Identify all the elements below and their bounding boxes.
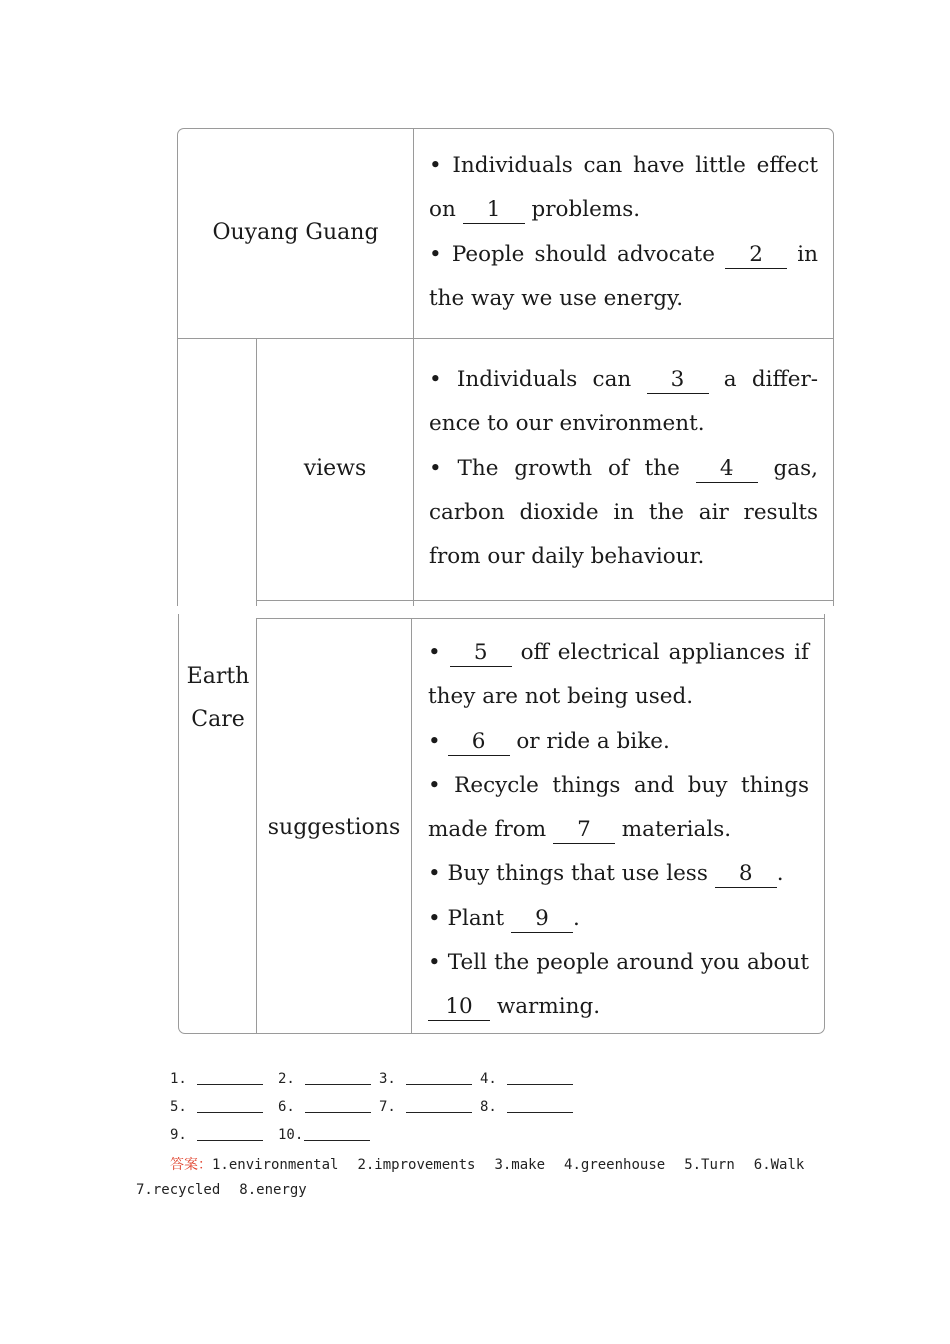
answer-number: 3. [379,1071,396,1087]
answer-blank-item[interactable] [379,1071,472,1087]
answer-line[interactable] [507,1112,573,1113]
blank-4: 4 [696,456,758,483]
earth-care-label-word: Earth [186,664,250,689]
answer-number: 1. [170,1071,187,1087]
answer-number: 9. [170,1127,187,1143]
ouyang-guang-views [429,144,818,321]
answer-blank-item[interactable] [480,1099,573,1115]
answer-number: 7. [379,1099,396,1115]
answer-line[interactable] [197,1140,263,1141]
bullet-point: • 6 or ride a bike. [428,728,670,754]
sub-row-label-views: views [303,456,367,481]
answer-line[interactable] [197,1084,263,1085]
bullet-point: • Tell the people around you about 10 warming. [428,950,809,1020]
answer-key-item: 8.energy [239,1182,307,1198]
row-divider [256,618,825,619]
bullet-point: • The growth of the 4 gas, carbon dioxide in the air results from our daily behaviour. [429,455,818,570]
answer-key-item: 7.recycled [136,1182,221,1198]
answer-number: 10. [278,1127,304,1143]
answer-number: 6. [278,1099,295,1115]
blank-10: 10 [428,994,490,1021]
row-label-ouyang-guang: Ouyang Guang [212,220,379,245]
answer-blank-item[interactable] [170,1071,263,1087]
answer-key-item: 2.improvements [357,1157,476,1173]
answer-key-line-2 [136,1182,326,1198]
bullet-point: • 5 off electrical appliances if they are not being used. [428,640,809,710]
bullet-point: • Individuals can have little effect on 1 problems. [429,153,818,223]
answer-blank-item[interactable] [278,1127,370,1143]
blank-8: 8 [715,861,777,888]
bullet-point: • Recycle things and buy things made from 7 materials. [428,772,809,843]
earth-care-suggestions [428,631,809,1030]
row-divider [178,338,833,339]
blank-3: 3 [647,367,709,394]
earth-care-label-word: Care [191,707,245,732]
answer-line[interactable] [197,1112,263,1113]
answer-line[interactable] [406,1084,472,1085]
column-divider [413,129,414,606]
answer-key-item: 3.make [494,1157,546,1173]
answer-blank-item[interactable] [480,1071,573,1087]
answer-blank-item[interactable] [379,1099,472,1115]
blank-5: 5 [450,640,512,667]
row-label-earth-care [180,655,256,741]
earth-care-views [429,358,818,579]
blank-6: 6 [448,729,510,756]
blank-7: 7 [553,817,615,844]
answer-line[interactable] [304,1140,370,1141]
column-divider [411,618,412,1033]
answer-key-line-1 [170,1154,823,1174]
answer-number: 5. [170,1099,187,1115]
answer-key-item: 1.environmental [212,1157,339,1173]
answer-key-item: 6.Walk [753,1157,805,1173]
bullet-point: • Buy things that use less 8 . [428,861,784,887]
bullet-point: • Plant 9 . [428,905,580,931]
blank-1: 1 [463,197,525,224]
answer-blank-item[interactable] [170,1127,263,1143]
answer-number: 8. [480,1099,497,1115]
sub-row-label-suggestions: suggestions [267,815,401,840]
bullet-point: • People should advocate 2 in the way we use energy. [429,241,818,311]
blank-2: 2 [725,242,787,269]
answer-line[interactable] [507,1084,573,1085]
blank-9: 9 [511,906,573,933]
answer-line[interactable] [305,1084,371,1085]
answer-blank-item[interactable] [170,1099,263,1115]
row-divider [256,600,834,601]
bullet-point: • Individuals can 3 a differ-ence to our environment. [429,367,819,437]
answer-number: 4. [480,1071,497,1087]
answer-key-item: 5.Turn [684,1157,735,1173]
answer-key-item: 4.greenhouse [564,1157,666,1173]
answer-line[interactable] [406,1112,472,1113]
answer-blank-item[interactable] [278,1099,371,1115]
answer-number: 2. [278,1071,295,1087]
answer-blank-item[interactable] [278,1071,371,1087]
answer-line[interactable] [305,1112,371,1113]
answer-key-label: 答案： [170,1157,212,1173]
